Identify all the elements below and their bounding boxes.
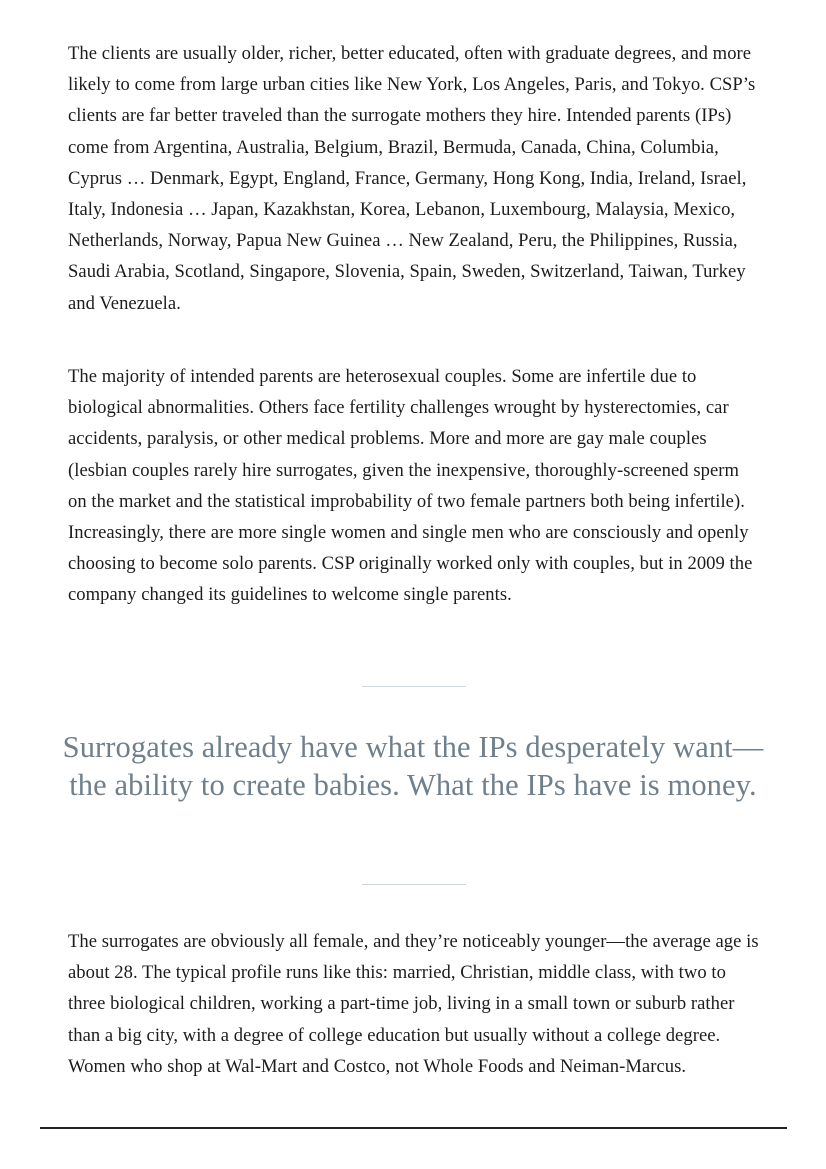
pull-quote-divider-top — [362, 686, 466, 687]
body-paragraph-surrogates: The surrogates are obviously all female, and they’re noticeably younger—the average age is about 28. The typical profile runs like this: married, Christian, middle class, with two to three biological children, working a part-time job, living in a small town or suburb rather than a big city, with a degree of college education but usually without a college degree. Women who shop at Wal-Mart and Costco, not Whole Foods and Neiman-Marcus. — [68, 931, 759, 1077]
pull-quote: Surrogates already have what the IPs desperately want—the ability to create babies. What the IPs have is money. — [62, 730, 764, 802]
body-paragraph-intended-parents: The majority of intended parents are heterosexual couples. Some are infertile due to biological abnormalities. Others face fertility challenges wrought by hysterectomies, car accidents, paralysis, or other medical problems. More and more are gay male couples (lesbian couples rarely hire surrogates, given the inexpensive, thoroughly-screened sperm on the market and the statistical improbability of two female partners both being infertile). Increasingly, there are more single women and single men who are consciously and openly choosing to become solo parents. CSP originally worked only with couples, but in 2009 the company changed its guidelines to welcome single parents. — [68, 366, 753, 606]
body-paragraph-clients: The clients are usually older, richer, better educated, often with graduate degrees, and more likely to come from large urban cities like New York, Los Angeles, Paris, and Tokyo. CSP’s clients are far better traveled than the surrogate mothers they hire. Intended parents (IPs) come from Argentina, Australia, Belgium, Brazil, Bermuda, Canada, China, Columbia, Cyprus … Denmark, Egypt, England, France, Germany, Hong Kong, India, Ireland, Israel, Italy, Indonesia … Japan, Kazakhstan, Korea, Lebanon, Luxembourg, Malaysia, Mexico, Netherlands, Norway, Papua New Guinea … New Zealand, Peru, the Philippines, Russia, Saudi Arabia, Scotland, Singapore, Slovenia, Spain, Sweden, Switzerland, Taiwan, Turkey and Venezuela. — [68, 43, 756, 314]
page-bottom-rule — [40, 1127, 787, 1129]
pull-quote-divider-bottom — [362, 884, 466, 885]
